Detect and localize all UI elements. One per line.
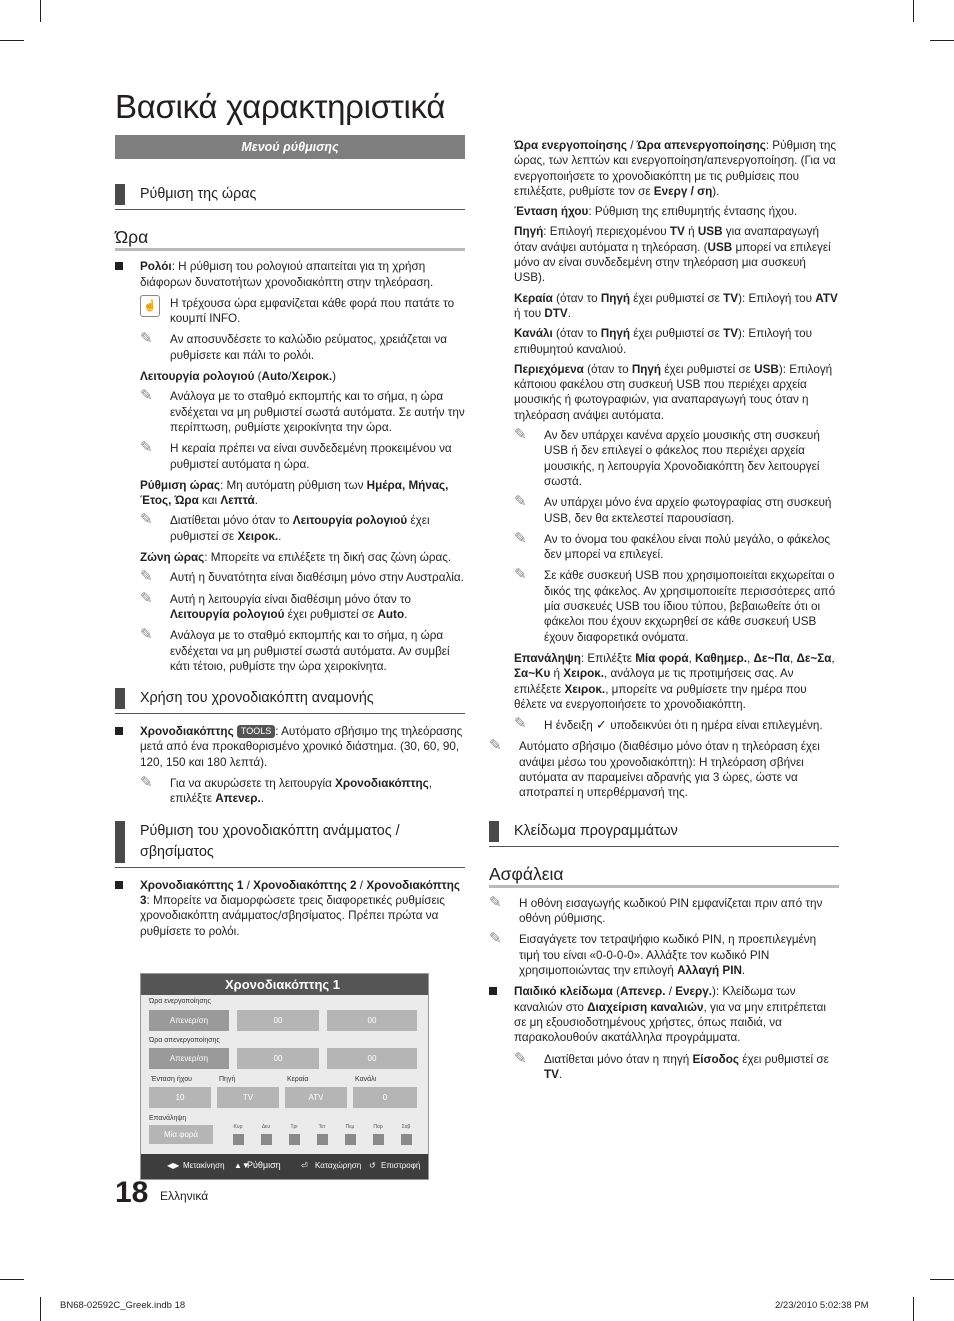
note-power: ✎ Αν αποσυνδέσετε το καλώδιο ρεύματος, χρειάζεται να ρυθμίσετε και πάλι το ρολόι.	[140, 330, 447, 362]
tools-badge: TOOLS	[237, 725, 275, 738]
osd-off-state[interactable]: Απενερ/ση	[149, 1048, 229, 1069]
osd-day-checkbox[interactable]	[401, 1134, 412, 1145]
note-pin-code: ✎ Εισαγάγετε τον τετραψήφιο κωδικό PIN, η προεπιλεγμένη τιμή του είναι «0-0-0-0». Αλλάξτε τον κωδικό PIN χρησιμοποιώντας την επιλογή Αλλαγή PIN.	[489, 930, 817, 978]
page-title: Βασικά χαρακτηριστικά	[115, 88, 446, 125]
move-arrows-icon: ◀▶	[167, 1161, 180, 1170]
note-pencil-icon: ✎	[514, 566, 527, 584]
on-off-time: Ώρα ενεργοποίησης / Ώρα απενεργοποίησης: Ρύθμιση της ώρας, των λεπτών και ενεργοποίηση/απενεργοποίηση. (Για να ενεργοποιήσετε το χρονοδιακόπτη με τις ρυθμίσεις που επιλέξατε, ρυθμίστε τον σε Ενεργ / ση).	[514, 139, 837, 198]
clock-mode: Λειτουργία ρολογιού (Auto/Χειροκ.)	[140, 370, 337, 384]
note-one-photo: ✎ Αν υπάρχει μόνο ένα αρχείο φωτογραφίας στη συσκευή USB, δεν θα εκτελεστεί παρουσίαση.	[514, 493, 832, 525]
note-station: ✎ Ανάλογα με το σταθμό εκπομπής και το σήμα, η ώρα ενδέχεται να μη ρυθμιστεί σωστά αυτόματα. Σε αυτήν την περίπτωση, ρυθμίστε χειροκίνητα την ώρα.	[140, 387, 465, 434]
note-no-music: ✎ Αν δεν υπάρχει κανένα αρχείο μουσικής στη συσκευή USB ή δεν επιλεγεί ο φάκελος που περιέχει αρχεία μουσικής, η λειτουργία Χρονοδιακόπτη δεν λειτουργεί σωστά.	[514, 426, 820, 488]
osd-day-label: Τετ	[318, 1124, 326, 1130]
osd-repeat[interactable]: Μία φορά	[149, 1125, 213, 1144]
note-station-manual: ✎ Ανάλογα με το σταθμό εκπομπής και το σήμα, η ώρα ενδέχεται να μη ρυθμιστεί σωστά αυτόματα. Αν συμβεί κάτι τέτοιο, ρυθμίστε την ώρα χειροκίνητα.	[140, 626, 450, 673]
osd-return: Επιστροφή	[381, 1161, 421, 1170]
osd-day-label: Κυρ	[233, 1124, 243, 1130]
osd-antenna-label: Κεραία	[287, 1076, 309, 1083]
time-zone: Ζώνη ώρας: Μπορείτε να επιλέξετε τη δική σας ζώνη ώρας.	[140, 551, 452, 565]
osd-channel[interactable]: 0	[353, 1087, 417, 1108]
osd-day-label: Σαβ	[401, 1124, 411, 1130]
heading-time: Ώρα	[115, 226, 465, 251]
right-column	[489, 138, 839, 1088]
section-sleep-timer: Χρήση του χρονοδιακόπτη αναμονής	[115, 682, 465, 714]
note-australia: ✎ Αυτή η δυνατότητα είναι διαθέσιμη μόνο στην Αυστραλία.	[140, 568, 464, 586]
osd-title: Χρονοδιακόπτης 1	[141, 974, 428, 995]
note-pencil-icon: ✎	[489, 893, 502, 911]
osd-on-time-label: Ώρα ενεργοποίησης	[149, 998, 211, 1005]
section-on-off-timer: Ρύθμιση του χρονοδιακόπτη ανάμματος / σβησίματος	[115, 815, 465, 868]
page-language: Ελληνικά	[160, 1189, 209, 1203]
note-own-folder: ✎ Σε κάθε συσκευή USB που χρησιμοποιείται εκχωρείται ο δικός της φάκελος. Αν χρησιμοποιείτε περισσότερες από μία συσκευές USB του ίδιου τύπου, βεβαιωθείτε ότι οι φάκελοι που έχουν εκχωρηθεί σε κάθε συσκευή USB έχουν διαφορετικά ονόματα.	[514, 566, 836, 644]
osd-channel-label: Κανάλι	[355, 1076, 377, 1083]
osd-source[interactable]: TV	[217, 1087, 279, 1108]
osd-adjust: Ρύθμιση	[247, 1160, 281, 1170]
set-time: Ρύθμιση ώρας: Μη αυτόματη ρύθμιση των Ημέρα, Μήνας, Έτος, Ώρα και Λεπτά.	[140, 478, 449, 508]
checkmark-icon: ✓	[596, 717, 607, 733]
note-pencil-icon: ✎	[140, 589, 153, 607]
bullet-sleep-timer: Χρονοδιακόπτης TOOLS : Αυτόματο σβήσιμο της τηλεόρασης μετά από ένα προκαθορισμένο χρονικό διάστημα. (30, 60, 90, 120, 150 και 180 λεπτά).	[115, 724, 465, 770]
note-pin-screen: ✎ Η οθόνη εισαγωγής κωδικού PIN εμφανίζεται πριν από την οθόνη ρύθμισης.	[489, 893, 823, 926]
return-icon: ↺	[369, 1161, 376, 1170]
crop-mark	[40, 0, 41, 22]
enter-icon: ⏎	[301, 1161, 308, 1170]
osd-off-hour[interactable]: 00	[237, 1048, 319, 1069]
osd-footer	[141, 1154, 428, 1179]
note-cancel: ✎ Για να ακυρώσετε τη λειτουργία Χρονοδιακόπτης, επιλέξτε Απενερ..	[140, 774, 433, 806]
note-pencil-icon: ✎	[514, 426, 527, 444]
osd-day-label: Πεμ	[345, 1124, 355, 1130]
bullet-clock: Ρολόι: Η ρύθμιση του ρολογιού απαιτείται για τη χρήση διάφορων δυνατοτήτων χρονοδιακόπτη στην τηλεόραση.	[115, 259, 465, 290]
note-pencil-icon: ✎	[140, 626, 153, 644]
note-pencil-icon: ✎	[514, 1049, 527, 1067]
volume: Ένταση ήχου: Ρύθμιση της επιθυμητής έντασης ήχου.	[514, 205, 798, 219]
note-pencil-icon: ✎	[140, 774, 153, 792]
footer-file: BN68-02592C_Greek.indb 18	[60, 1300, 186, 1311]
source: Πηγή: Επιλογή περιεχομένου TV ή USB για αναπαραγωγή όταν ανάψει αυτόματα η τηλεόραση. (USB μπορεί να επιλεγεί μόνο αν είναι συνδεδεμένη στην τηλεόραση μια συσκευή USB).	[514, 225, 831, 285]
note-pencil-icon: ✎	[489, 930, 502, 948]
note-pencil-icon: ✎	[514, 493, 527, 511]
osd-day-checkbox[interactable]	[289, 1134, 300, 1145]
note-pencil-icon: ✎	[489, 737, 502, 755]
note-long-name: ✎ Αν το όνομα του φακέλου είναι πολύ μεγάλο, ο φάκελος δεν μπορεί να επιλεγεί.	[514, 529, 831, 562]
bullet-child-lock: Παιδικό κλείδωμα (Απενερ. / Ενεργ.): Κλείδωμα των καναλιών στο Διαχείριση καναλιών, για να μην επιτρέπεται σε μη εξουσιοδοτημένους χρήστες, όπως παιδιά, να παρακολουθούν ακατάλληλα προγράμματα.	[489, 984, 839, 1045]
crop-mark	[913, 0, 914, 22]
osd-repeat-label: Επανάληψη	[149, 1115, 187, 1122]
section-time-setup: Ρύθμιση της ώρας	[115, 178, 465, 210]
osd-day-checkbox[interactable]	[345, 1134, 356, 1145]
osd-day-label: Δευ	[261, 1124, 271, 1130]
osd-antenna[interactable]: ATV	[285, 1087, 347, 1108]
adjust-arrows-icon: ▲▼	[234, 1161, 250, 1170]
note-auto-off: ✎ Αυτόματο σβήσιμο (διαθέσιμο μόνο όταν η τηλεόραση έχει ανάψει μέσω του χρονοδιακόπτη): Η τηλεόραση σβήνει αυτόματα αν παραμείνει αδρανής για 3 ώρες, ώστε να αποτραπεί η υπερθέρμανσή της.	[489, 737, 820, 800]
osd-volume[interactable]: 10	[149, 1087, 211, 1108]
channel: Κανάλι (όταν το Πηγή έχει ρυθμιστεί σε TV): Επιλογή του επιθυμητού καναλιού.	[514, 327, 812, 356]
osd-day-checkbox[interactable]	[317, 1134, 328, 1145]
note-pencil-icon: ✎	[140, 387, 153, 405]
osd-move: Μετακίνηση	[183, 1161, 225, 1170]
note-antenna: ✎ Η κεραία πρέπει να είναι συνδεδεμένη προκειμένου να ρυθμιστεί αυτόματα η ώρα.	[140, 439, 452, 471]
note-pencil-icon: ✎	[514, 715, 527, 733]
osd-off-time-label: Ώρα απενεργοποίησης	[149, 1037, 220, 1044]
note-info: ☝ Η τρέχουσα ώρα εμφανίζεται κάθε φορά που πατάτε το κουμπί INFO.	[140, 296, 465, 327]
heading-security: Ασφάλεια	[489, 863, 839, 888]
crop-mark	[0, 1279, 24, 1280]
osd-source-label: Πηγή	[219, 1076, 236, 1083]
note-zone-auto: ✎ Αυτή η λειτουργία είναι διαθέσιμη μόνο όταν το Λειτουργία ρολογιού έχει ρυθμιστεί σε Auto.	[140, 589, 411, 621]
contents: Περιεχόμενα (όταν το Πηγή έχει ρυθμιστεί σε USB): Επιλογή κάποιου φακέλου στη συσκευή USB που περιέχει αρχεία μουσικής ή φωτογραφιών, για αναπαραγωγή τους όταν η τηλεόραση ανάψει αυτόματα.	[514, 362, 833, 422]
note-pencil-icon: ✎	[140, 330, 153, 348]
crop-mark	[913, 1297, 914, 1321]
osd-on-state[interactable]: Απενερ/ση	[149, 1010, 229, 1031]
crop-mark	[930, 40, 954, 41]
antenna: Κεραία (όταν το Πηγή έχει ρυθμιστεί σε TV): Επιλογή του ATV ή του DTV.	[514, 291, 838, 320]
note-input: ✎ Διατίθεται μόνο όταν η πηγή Είσοδος έχει ρυθμιστεί σε TV.	[514, 1049, 829, 1081]
crop-mark	[930, 1279, 954, 1280]
timer-osd-screen	[140, 973, 429, 1180]
osd-on-minute[interactable]: 00	[327, 1010, 417, 1031]
footer-date: 2/23/2010 5:02:38 PM	[775, 1300, 869, 1311]
note-pencil-icon: ✎	[140, 568, 153, 586]
note-pencil-icon: ✎	[140, 439, 153, 457]
osd-day-label: Παρ	[373, 1124, 383, 1130]
osd-save: Καταχώρηση	[315, 1161, 362, 1170]
left-column	[115, 170, 465, 945]
repeat: Επανάληψη: Επιλέξτε Μία φορά, Καθημερ., Δε~Πα, Δε~Σα, Σα~Κυ ή Χειροκ., ανάλογα με τις προτιμήσεις σας. Αν επιλέξετε Χειροκ., μπορείτε να ρυθμίσετε την ημέρα που θέλετε να ενεργοποιήσετε το χρονοδιακόπτη.	[514, 651, 835, 711]
osd-volume-label: Ένταση ήχου	[151, 1076, 192, 1083]
note-pencil-icon: ✎	[140, 511, 153, 529]
note-available: ✎ Διατίθεται μόνο όταν το Λειτουργία ρολογιού έχει ρυθμιστεί σε Χειροκ..	[140, 511, 430, 543]
menu-bar: Μενού ρύθμισης	[115, 135, 465, 159]
osd-on-hour[interactable]: 00	[237, 1010, 319, 1031]
crop-mark	[40, 1297, 41, 1321]
crop-mark	[0, 40, 24, 41]
osd-day-checkbox[interactable]	[233, 1134, 244, 1145]
bullet-timers: Χρονοδιακόπτης 1 / Χρονοδιακόπτης 2 / Χρονοδιακόπτης 3: Μπορείτε να διαμορφώσετε τρεις διαφορετικές ρυθμίσεις χρονοδιακόπτη ανάμματος/σβησίματος. Πρέπει πρώτα να ρυθμίσετε το ρολόι.	[115, 878, 465, 939]
page-number: 18	[115, 1176, 149, 1209]
osd-off-minute[interactable]: 00	[327, 1048, 417, 1069]
note-check: ✎ Η ένδειξη ✓ υποδεικνύει ότι η ημέρα είναι επιλεγμένη.	[514, 715, 823, 733]
section-program-lock: Κλείδωμα προγραμμάτων	[489, 815, 839, 847]
osd-day-checkbox[interactable]	[261, 1134, 272, 1145]
osd-day-label: Τρι	[290, 1124, 298, 1130]
note-pencil-icon: ✎	[514, 529, 527, 547]
osd-day-checkbox[interactable]	[373, 1134, 384, 1145]
remote-hand-icon: ☝	[140, 295, 160, 317]
